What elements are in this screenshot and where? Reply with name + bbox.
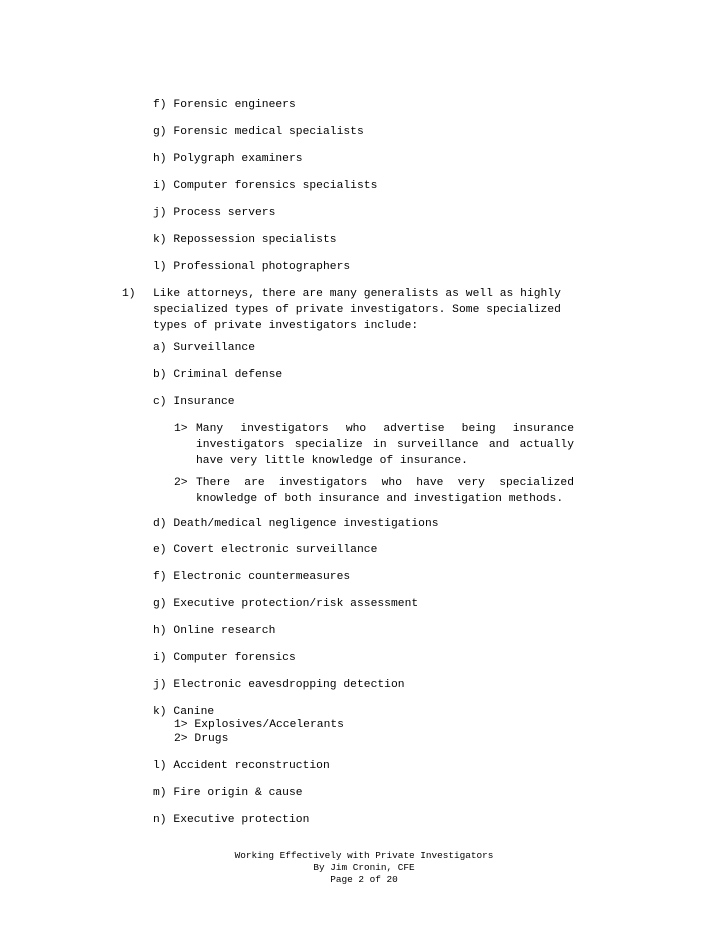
list-item: h) Online research (153, 625, 276, 637)
list-item: g) Forensic medical specialists (153, 126, 364, 138)
sub-item-line: There are investigators who have very specialized (196, 477, 574, 489)
list-item: i) Computer forensics (153, 652, 296, 664)
sub-item-line: investigators specialize in surveillance and actually (196, 439, 574, 451)
list-item: l) Accident reconstruction (153, 760, 330, 772)
footer-title: Working Effectively with Private Investigators (234, 850, 494, 861)
footer-page-number: Page 2 of 20 (330, 874, 398, 885)
sub-list-item: 2> Drugs (174, 733, 229, 745)
footer-author: By Jim Cronin, CFE (313, 862, 415, 873)
sub-item-number: 2> (174, 477, 188, 489)
paragraph-line: specialized types of private investigators. Some specialized (153, 304, 561, 316)
sub-item-line: knowledge of both insurance and investigation methods. (196, 493, 564, 505)
list-item: e) Covert electronic surveillance (153, 544, 378, 556)
list-item: c) Insurance (153, 396, 235, 408)
sub-item-line: Many investigators who advertise being insurance (196, 423, 574, 435)
list-item: f) Electronic countermeasures (153, 571, 351, 583)
item-number: 1) (122, 288, 136, 300)
list-item: k) Canine (153, 706, 215, 718)
sub-item-line: have very little knowledge of insurance. (196, 455, 468, 467)
list-item: j) Process servers (153, 207, 276, 219)
sub-item-number: 1> (174, 423, 188, 435)
list-item: l) Professional photographers (153, 261, 351, 273)
paragraph-line: Like attorneys, there are many generalists as well as highly (153, 288, 561, 300)
list-item: d) Death/medical negligence investigations (153, 518, 439, 530)
paragraph-line: types of private investigators include: (153, 320, 419, 332)
list-item: m) Fire origin & cause (153, 787, 303, 799)
list-item: b) Criminal defense (153, 369, 283, 381)
list-item: h) Polygraph examiners (153, 153, 303, 165)
list-item: k) Repossession specialists (153, 234, 337, 246)
sub-list-item: 1> Explosives/Accelerants (174, 719, 344, 731)
list-item: j) Electronic eavesdropping detection (153, 679, 405, 691)
list-item: n) Executive protection (153, 814, 310, 826)
list-item: g) Executive protection/risk assessment (153, 598, 419, 610)
list-item: a) Surveillance (153, 342, 255, 354)
list-item: f) Forensic engineers (153, 99, 296, 111)
list-item: i) Computer forensics specialists (153, 180, 378, 192)
